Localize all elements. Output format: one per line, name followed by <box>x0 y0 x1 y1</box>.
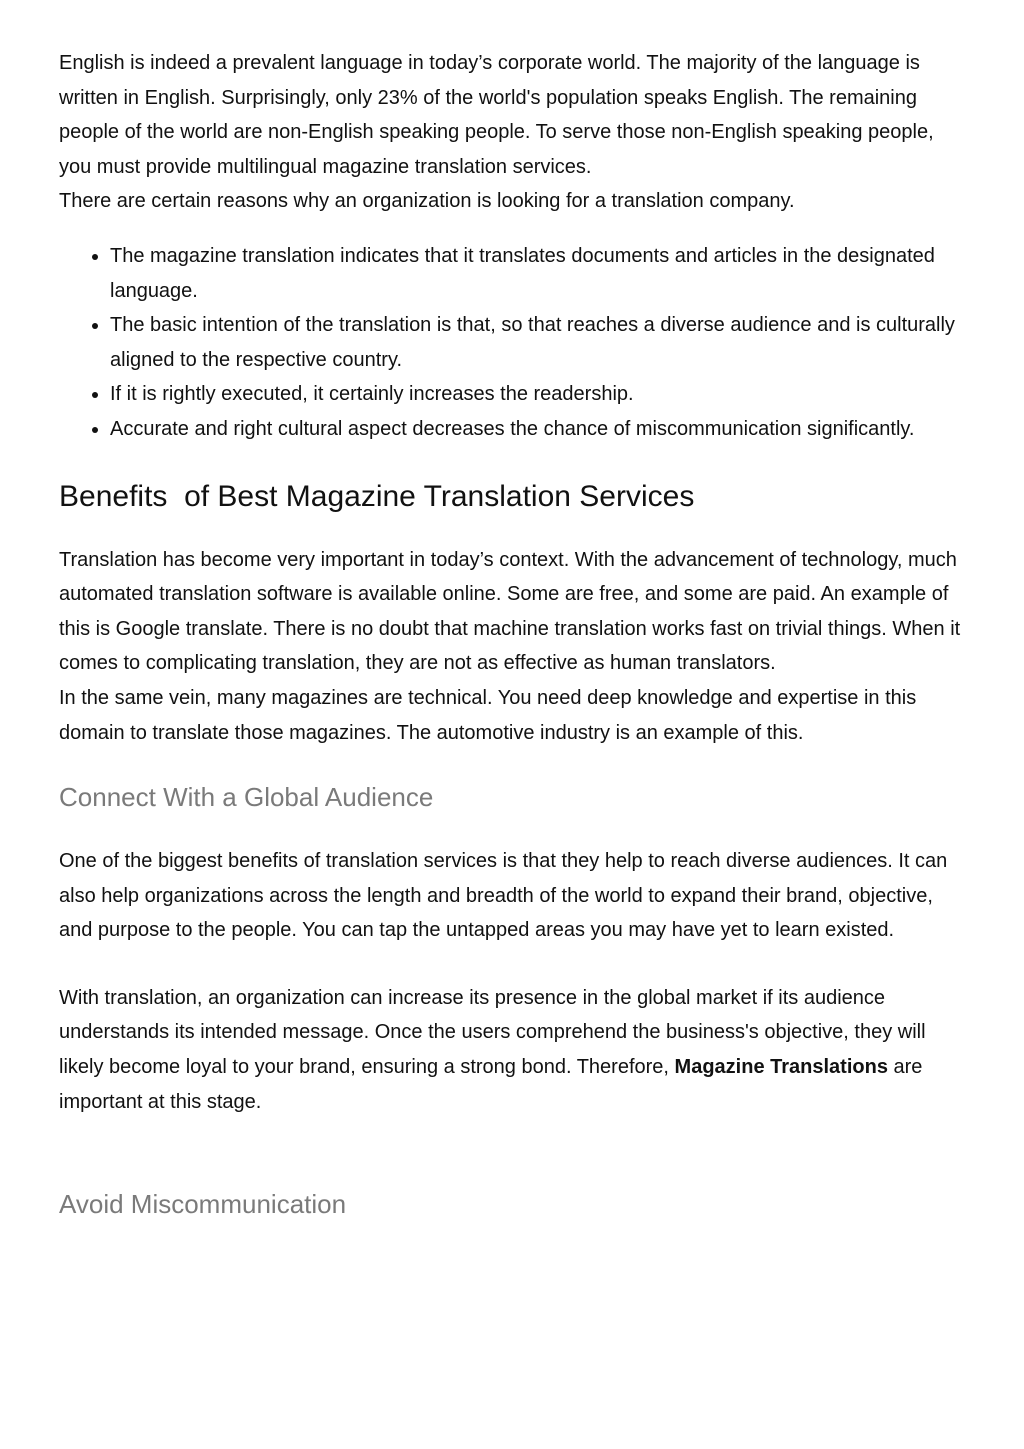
intro-reasons-paragraph: There are certain reasons why an organization is looking for a translation company. <box>59 190 795 213</box>
connect-paragraph-1: One of the biggest benefits of translation services is that they help to reach diverse audiences. It can also help organizations across the length and breadth of the world to expand their brand, objective, and purpose to the people. You can tap the untapped areas you may have yet to learn existed. <box>59 850 948 942</box>
connect-heading: Connect With a Global Audience <box>59 782 434 813</box>
list-item: • Accurate and right cultural aspect decreases the chance of miscommunication significantly. <box>110 412 964 447</box>
connect-paragraph-2-tail: are important at this stage. <box>59 1056 923 1113</box>
reasons-list <box>59 239 964 447</box>
list-item: • The basic intention of the translation is that, so that reaches a diverse audience and is culturally aligned to the respective country. <box>110 308 964 377</box>
benefits-heading: Benefits of Best Magazine Translation Services <box>59 479 695 513</box>
benefits-paragraph-2: In the same vein, many magazines are technical. You need deep knowledge and expertise in this domain to translate those magazines. The automotive industry is an example of this. <box>59 686 917 744</box>
benefits-paragraph-1: Translation has become very important in today’s context. With the advancement of technology, much automated translation software is available online. Some are free, and some are paid. An example of this is Google translate. There is no doubt that machine translation works fast on trivial things. When it comes to complicating translation, they are not as effective as human translators. <box>59 548 961 675</box>
list-item: • If it is rightly executed, it certainly increases the readership. <box>110 377 964 412</box>
intro-paragraph: English is indeed a prevalent language in today’s corporate world. The majority of the language is written in English. Surprisingly, only 23% of the world's population speaks English. The remaining people of the world are non-English speaking people. To serve those non-English speaking people, you must provide multilingual magazine translation services. <box>59 52 934 178</box>
connect-paragraph-2 <box>59 981 964 1119</box>
list-item: • The magazine translation indicates that it translates documents and articles in the designated language. <box>110 239 964 308</box>
magazine-translations-emphasis: Magazine Translations <box>674 1056 888 1079</box>
avoid-heading: Avoid Miscommunication <box>59 1189 347 1220</box>
connect-paragraph-2-text: With translation, an organization can increase its presence in the global market if its audience understands its intended message. Once the users comprehend the business's objective, they will likely become loyal to your brand, ensuring a strong bond. Therefore, <box>59 986 926 1079</box>
